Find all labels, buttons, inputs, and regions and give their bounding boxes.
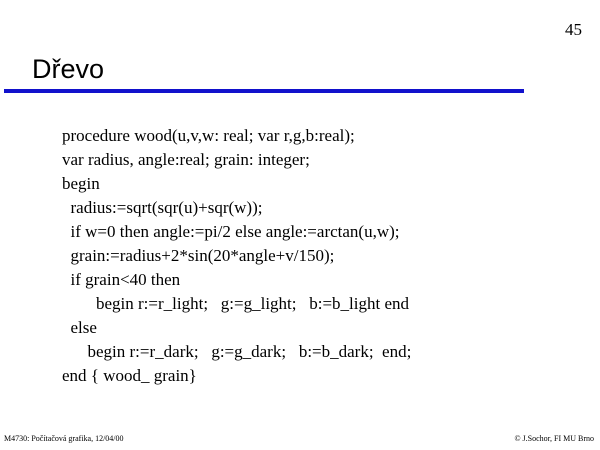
code-line: if w=0 then angle:=pi/2 else angle:=arctan(u,w); [62, 222, 400, 241]
code-line: if grain<40 then [62, 270, 181, 289]
footer-copyright: © J.Sochor, FI MU Brno [514, 434, 594, 443]
code-line: grain:=radius+2*sin(20*angle+v/150); [62, 246, 335, 265]
footer-course-info: M4730: Počítačová grafika, 12/04/00 [4, 434, 124, 443]
code-line: begin [62, 174, 100, 193]
code-line: radius:=sqrt(sqr(u)+sqr(w)); [62, 198, 263, 217]
code-line: begin r:=r_light; g:=g_light; b:=b_light end [62, 294, 410, 313]
page-number: 45 [565, 20, 582, 39]
code-line: var radius, angle:real; grain: integer; [62, 150, 310, 169]
code-line: else [62, 318, 97, 337]
code-block [62, 124, 411, 388]
title-divider [4, 89, 524, 93]
code-line: begin r:=r_dark; g:=g_dark; b:=b_dark; end; [62, 342, 412, 361]
code-line: end { wood_ grain} [62, 366, 197, 385]
code-line: procedure wood(u,v,w: real; var r,g,b:real); [62, 126, 355, 145]
slide-title: Dřevo [32, 54, 105, 84]
